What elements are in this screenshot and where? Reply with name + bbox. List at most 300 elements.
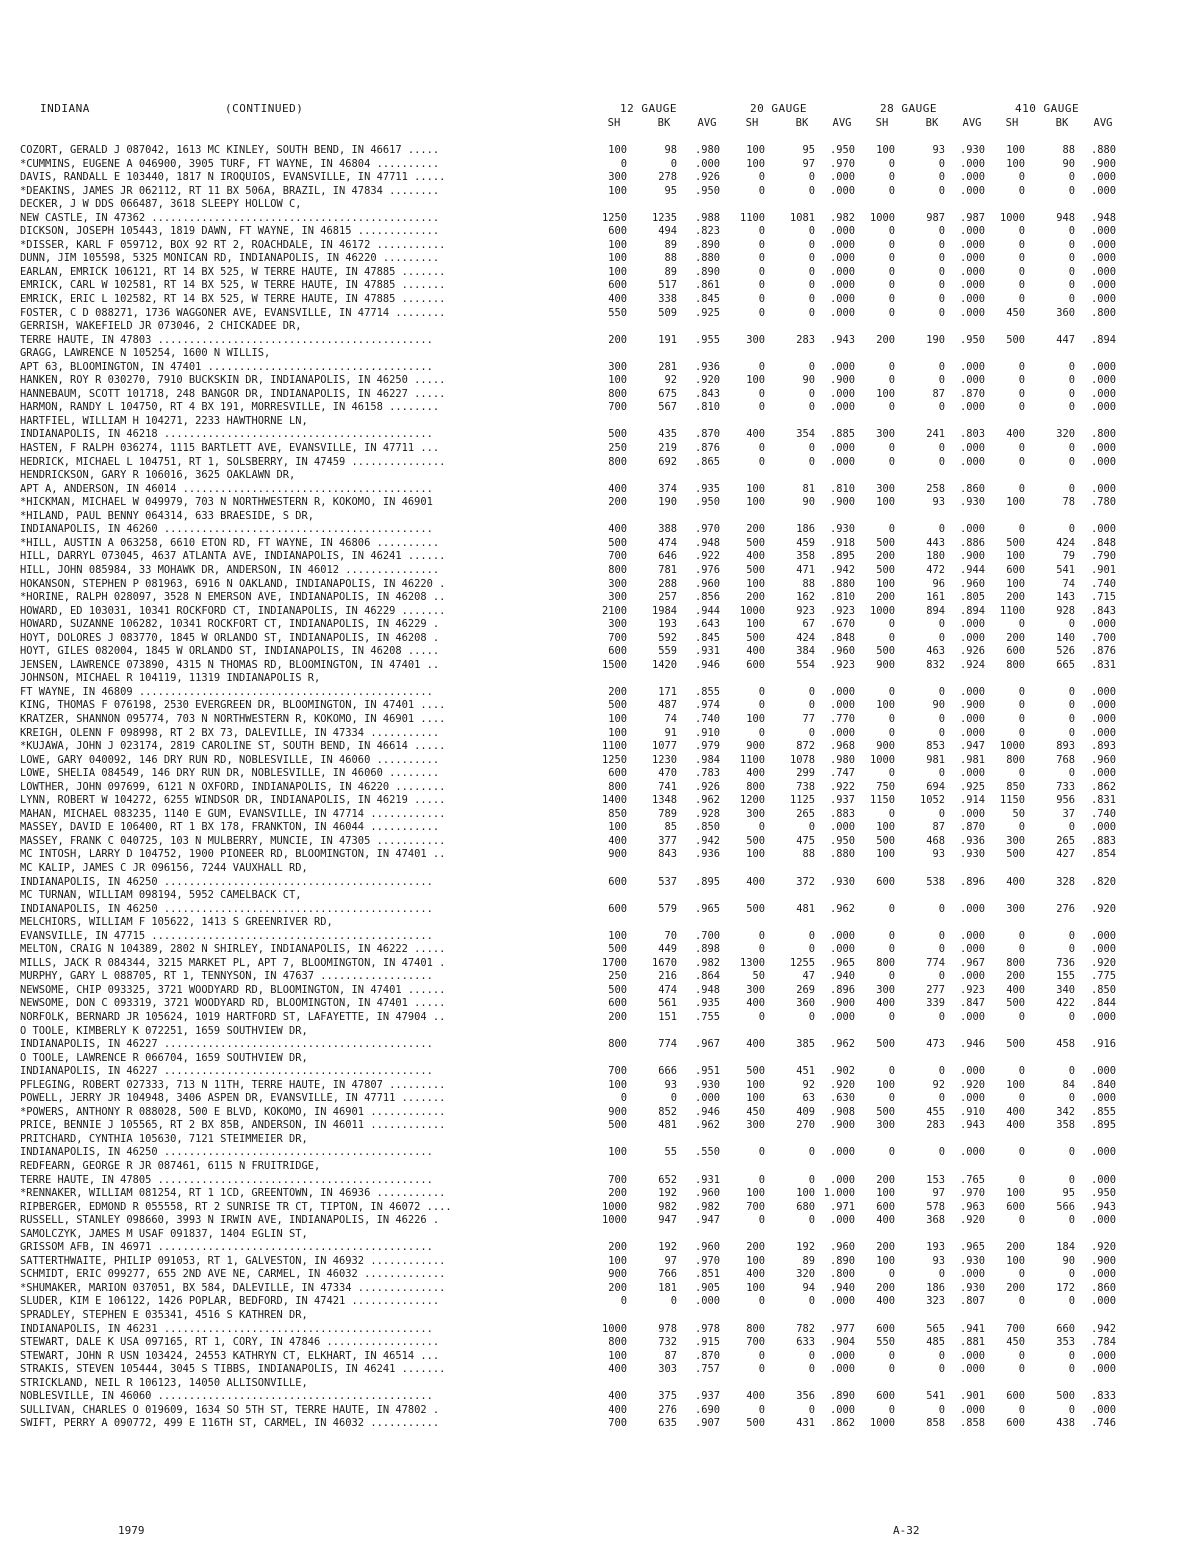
bk-value: 481 — [658, 1119, 677, 1132]
avg-value: .845 — [694, 631, 720, 644]
table-row — [20, 266, 1180, 280]
avg-value: .946 — [694, 658, 720, 671]
table-row — [20, 659, 1180, 673]
avg-value: .000 — [959, 225, 985, 238]
shooter-entry: HILL, DARRYL 073045, 4637 ATLANTA AVE, INDIANAPOLIS, IN 46241 ...... — [20, 550, 446, 563]
sh-value: 900 — [608, 1105, 627, 1118]
bk-value: 0 — [808, 1214, 815, 1227]
shooter-entry: KRATZER, SHANNON 095774, 703 N NORTHWESTERN R, KOKOMO, IN 46901 .... — [20, 712, 446, 725]
avg-value: .854 — [1090, 848, 1116, 861]
bk-value: 579 — [658, 902, 677, 915]
table-row — [20, 1268, 1180, 1282]
sh-value: 0 — [888, 360, 895, 373]
shooter-entry: HENDRICKSON, GARY R 106016, 3625 OAKLAWN DR, — [20, 469, 296, 482]
bk-value: 526 — [1056, 645, 1075, 658]
bk-value: 471 — [796, 563, 815, 576]
avg-value: .898 — [694, 943, 720, 956]
avg-value: .000 — [959, 970, 985, 983]
bk-value: 277 — [926, 983, 945, 996]
shooter-entry: GERRISH, WAKEFIELD JR 073046, 2 CHICKADEE DR, — [20, 320, 302, 333]
bk-value: 692 — [658, 455, 677, 468]
table-row — [20, 1295, 1180, 1309]
bk-value: 0 — [808, 699, 815, 712]
sh-value: 100 — [1006, 577, 1025, 590]
sh-value: 900 — [876, 740, 895, 753]
table-row — [20, 239, 1180, 253]
table-row — [20, 1174, 1180, 1188]
sh-value: 800 — [608, 455, 627, 468]
avg-value: .000 — [959, 442, 985, 455]
shooter-entry: MC INTOSH, LARRY D 104752, 1900 PIONEER RD, BLOOMINGTON, IN 47401 .. — [20, 848, 446, 861]
bk-value: 459 — [796, 536, 815, 549]
avg-value: .780 — [1090, 496, 1116, 509]
sh-value: 0 — [888, 1146, 895, 1159]
sh-value: 0 — [888, 970, 895, 983]
shooter-entry: HOKANSON, STEPHEN P 081963, 6916 N OAKLAND, INDIANAPOLIS, IN 46220 . — [20, 577, 446, 590]
bk-value: 431 — [796, 1417, 815, 1430]
avg-value: .855 — [1090, 1105, 1116, 1118]
sh-value: 200 — [608, 496, 627, 509]
avg-value: .000 — [1090, 767, 1116, 780]
sh-value: 100 — [876, 144, 895, 156]
shooter-entry: DECKER, J W DDS 066487, 3618 SLEEPY HOLLOW C, — [20, 198, 302, 211]
sh-value: 0 — [758, 1214, 765, 1227]
bk-value: 181 — [658, 1281, 677, 1294]
sh-value: 800 — [876, 956, 895, 969]
bk-value: 360 — [796, 997, 815, 1010]
shooter-entry: INDIANAPOLIS, IN 46227 ........................................... — [20, 1038, 433, 1051]
avg-value: .980 — [694, 144, 720, 156]
avg-value: .950 — [829, 834, 855, 847]
bk-value: 455 — [926, 1105, 945, 1118]
avg-value: .920 — [959, 1078, 985, 1091]
sh-value: 500 — [746, 1417, 765, 1430]
avg-value: .000 — [1090, 1214, 1116, 1227]
bk-value: 265 — [1056, 834, 1075, 847]
bk-value: 0 — [938, 171, 945, 184]
shooter-entry: NEWSOME, DON C 093319, 3721 WOODYARD RD, BLOOMINGTON, IN 47401 ..... — [20, 997, 446, 1010]
bk-value: 781 — [658, 563, 677, 576]
shooter-entry: *KUJAWA, JOHN J 023174, 2819 CAROLINE ST, SOUTH BEND, IN 46614 ..... — [20, 740, 446, 753]
sh-value: 100 — [746, 1092, 765, 1105]
avg-value: .000 — [1090, 1403, 1116, 1416]
avg-value: .943 — [829, 333, 855, 346]
avg-value: .000 — [829, 929, 855, 942]
shooter-entry: HASTEN, F RALPH 036274, 1115 BARTLETT AVE, EVANSVILLE, IN 47711 ... — [20, 442, 440, 455]
bk-value: 0 — [938, 618, 945, 631]
bk-value: 162 — [796, 591, 815, 604]
shooter-entry: JOHNSON, MICHAEL R 104119, 11319 INDIANAPOLIS R, — [20, 672, 321, 685]
avg-value: .862 — [1090, 780, 1116, 793]
column-header-bk: BK — [925, 117, 939, 129]
sh-value: 400 — [746, 997, 765, 1010]
avg-value: .930 — [829, 875, 855, 888]
avg-value: .000 — [829, 171, 855, 184]
sh-value: 200 — [746, 591, 765, 604]
sh-value: 600 — [1006, 1200, 1025, 1213]
avg-value: .000 — [959, 1146, 985, 1159]
sh-value: 0 — [758, 455, 765, 468]
sh-value: 450 — [746, 1105, 765, 1118]
shooter-entry: PRITCHARD, CYNTHIA 105630, 7121 STEIMMEIER DR, — [20, 1132, 308, 1145]
avg-value: .930 — [959, 144, 985, 156]
avg-value: .000 — [829, 1173, 855, 1186]
sh-value: 0 — [1018, 265, 1025, 278]
shooter-entry: LOWE, SHELIA 084549, 146 DRY RUN DR, NOBLESVILLE, IN 46060 ........ — [20, 767, 440, 780]
bk-value: 93 — [932, 496, 945, 509]
table-row — [20, 903, 1180, 917]
avg-value: .000 — [694, 157, 720, 170]
table-row — [20, 1065, 1180, 1079]
sh-value: 500 — [1006, 997, 1025, 1010]
sh-value: 0 — [1018, 1214, 1025, 1227]
bk-value: 978 — [658, 1322, 677, 1335]
sh-value: 700 — [608, 631, 627, 644]
bk-value: 320 — [1056, 428, 1075, 441]
table-row — [20, 144, 1180, 158]
sh-value: 0 — [1018, 1011, 1025, 1023]
bk-value: 368 — [926, 1214, 945, 1227]
bk-value: 78 — [1062, 496, 1075, 509]
avg-value: .643 — [694, 618, 720, 631]
bk-value: 276 — [658, 1403, 677, 1416]
avg-value: .883 — [1090, 834, 1116, 847]
sh-value: 0 — [758, 265, 765, 278]
sh-value: 0 — [888, 1403, 895, 1416]
avg-value: .930 — [959, 1254, 985, 1267]
sh-value: 100 — [746, 848, 765, 861]
avg-value: .000 — [959, 618, 985, 631]
bk-value: 81 — [802, 482, 815, 495]
shooter-entry: MAHAN, MICHAEL 083235, 1140 E GUM, EVANSVILLE, IN 47714 ............ — [20, 807, 446, 820]
sh-value: 200 — [876, 1173, 895, 1186]
shooter-entry: DICKSON, JOSEPH 105443, 1819 DAWN, FT WAYNE, IN 46815 ............. — [20, 225, 440, 238]
sh-value: 100 — [746, 1281, 765, 1294]
column-header-sh: SH — [875, 117, 889, 129]
avg-value: .916 — [1090, 1038, 1116, 1051]
bk-value: 276 — [1056, 902, 1075, 915]
avg-value: .881 — [959, 1336, 985, 1349]
bk-value: 0 — [1068, 685, 1075, 698]
bk-value: 0 — [938, 767, 945, 780]
bk-value: 0 — [1068, 699, 1075, 712]
bk-value: 299 — [796, 767, 815, 780]
sh-value: 300 — [1006, 902, 1025, 915]
sh-value: 200 — [608, 1011, 627, 1023]
avg-value: .922 — [694, 550, 720, 563]
shooter-entry: FT WAYNE, IN 46809 ............................................... — [20, 685, 433, 698]
bk-value: 694 — [926, 780, 945, 793]
avg-value: .968 — [829, 740, 855, 753]
sh-value: 100 — [746, 618, 765, 631]
bk-value: 0 — [808, 1403, 815, 1416]
sh-value: 0 — [1018, 1146, 1025, 1159]
sh-value: 100 — [1006, 1254, 1025, 1267]
avg-value: .000 — [829, 252, 855, 265]
avg-value: .960 — [829, 1241, 855, 1254]
shooter-entry: REDFEARN, GEORGE R JR 087461, 6115 N FRUITRIDGE, — [20, 1160, 321, 1173]
sh-value: 0 — [1018, 442, 1025, 455]
shooter-entry: MC TURNAN, WILLIAM 098194, 5952 CAMELBACK CT, — [20, 889, 302, 902]
bk-value: 566 — [1056, 1200, 1075, 1213]
shooter-entry: DUNN, JIM 105598, 5325 MONICAN RD, INDIANAPOLIS, IN 46220 ......... — [20, 252, 440, 265]
sh-value: 500 — [1006, 333, 1025, 346]
sh-value: 1000 — [869, 1417, 895, 1430]
avg-value: .000 — [829, 1214, 855, 1227]
sh-value: 550 — [608, 306, 627, 319]
sh-value: 0 — [1018, 618, 1025, 631]
avg-value: .860 — [959, 482, 985, 495]
sh-value: 0 — [1018, 1363, 1025, 1376]
avg-value: .000 — [829, 1295, 855, 1308]
avg-value: .947 — [694, 1214, 720, 1227]
table-row — [20, 1228, 1180, 1242]
avg-value: .000 — [959, 685, 985, 698]
avg-value: .920 — [1090, 1241, 1116, 1254]
avg-value: .943 — [1090, 1200, 1116, 1213]
bk-value: 93 — [664, 1078, 677, 1091]
avg-value: .930 — [959, 496, 985, 509]
sh-value: 400 — [1006, 1105, 1025, 1118]
bk-value: 0 — [1068, 482, 1075, 495]
bk-value: 1348 — [651, 794, 677, 807]
avg-value: .740 — [694, 712, 720, 725]
continued-label: (CONTINUED) — [225, 102, 304, 115]
bk-value: 140 — [1056, 631, 1075, 644]
bk-value: 537 — [658, 875, 677, 888]
sh-value: 200 — [876, 550, 895, 563]
sh-value: 0 — [1018, 523, 1025, 536]
avg-value: .700 — [1090, 631, 1116, 644]
sh-value: 600 — [1006, 645, 1025, 658]
sh-value: 400 — [746, 1038, 765, 1051]
shooter-entry: SPRADLEY, STEPHEN E 035341, 4516 S KATHREN DR, — [20, 1309, 308, 1322]
avg-value: .000 — [829, 225, 855, 238]
bk-value: 1420 — [651, 658, 677, 671]
avg-value: .000 — [1090, 1146, 1116, 1159]
table-row — [20, 1309, 1180, 1323]
sh-value: 0 — [758, 238, 765, 251]
sh-value: 500 — [608, 943, 627, 956]
avg-value: .910 — [694, 726, 720, 739]
bk-value: 88 — [664, 252, 677, 265]
sh-value: 500 — [876, 1038, 895, 1051]
sh-value: 500 — [746, 631, 765, 644]
table-row — [20, 1255, 1180, 1269]
sh-value: 450 — [1006, 306, 1025, 319]
sh-value: 1100 — [739, 211, 765, 224]
table-row — [20, 442, 1180, 456]
bk-value: 0 — [938, 1092, 945, 1105]
sh-value: 800 — [608, 1336, 627, 1349]
bk-value: 0 — [938, 807, 945, 820]
bk-value: 93 — [932, 1254, 945, 1267]
sh-value: 0 — [888, 374, 895, 387]
table-row — [20, 794, 1180, 808]
shooter-entry: INDIANAPOLIS, IN 46250 ........................................... — [20, 875, 433, 888]
sh-value: 0 — [1018, 1268, 1025, 1281]
shooter-entry: HARTFIEL, WILLIAM H 104271, 2233 HAWTHORNE LN, — [20, 414, 308, 427]
avg-value: .946 — [694, 1105, 720, 1118]
bk-value: 77 — [802, 712, 815, 725]
bk-value: 853 — [926, 740, 945, 753]
sh-value: 400 — [1006, 428, 1025, 441]
avg-value: .864 — [694, 970, 720, 983]
table-row — [20, 1187, 1180, 1201]
sh-value: 0 — [888, 184, 895, 197]
sh-value: 1250 — [601, 211, 627, 224]
avg-value: .935 — [694, 997, 720, 1010]
sh-value: 300 — [876, 1119, 895, 1132]
avg-value: .770 — [829, 712, 855, 725]
bk-value: 377 — [658, 834, 677, 847]
sh-value: 0 — [888, 767, 895, 780]
sh-value: 0 — [1018, 1173, 1025, 1186]
bk-value: 74 — [664, 712, 677, 725]
shooter-entry: MASSEY, FRANK C 040725, 103 N MULBERRY, MUNCIE, IN 47305 ........... — [20, 834, 446, 847]
bk-value: 84 — [1062, 1078, 1075, 1091]
table-row — [20, 970, 1180, 984]
sh-value: 500 — [876, 563, 895, 576]
sh-value: 0 — [888, 238, 895, 251]
column-header-bk: BK — [657, 117, 671, 129]
table-row — [20, 578, 1180, 592]
avg-value: .000 — [829, 401, 855, 414]
table-row — [20, 808, 1180, 822]
bk-value: 151 — [658, 1011, 677, 1023]
bk-value: 342 — [1056, 1105, 1075, 1118]
sh-value: 50 — [752, 970, 765, 983]
shooter-entry: HARMON, RANDY L 104750, RT 4 BX 191, MORRESVILLE, IN 46158 ........ — [20, 401, 440, 414]
table-row — [20, 550, 1180, 564]
avg-value: .000 — [829, 1146, 855, 1159]
avg-value: .848 — [829, 631, 855, 644]
bk-value: 0 — [1068, 1146, 1075, 1159]
bk-value: 0 — [1068, 523, 1075, 536]
shooter-entry: TERRE HAUTE, IN 47805 ............................................ — [20, 1173, 433, 1186]
sh-value: 0 — [888, 712, 895, 725]
avg-value: .000 — [829, 265, 855, 278]
table-row — [20, 754, 1180, 768]
avg-value: .926 — [694, 780, 720, 793]
avg-value: .890 — [694, 238, 720, 251]
table-row — [20, 591, 1180, 605]
avg-value: .000 — [829, 699, 855, 712]
sh-value: 200 — [876, 1241, 895, 1254]
bk-value: 0 — [808, 442, 815, 455]
bk-value: 666 — [658, 1065, 677, 1078]
bk-value: 1230 — [651, 753, 677, 766]
shooter-entry: MURPHY, GARY L 088705, RT 1, TENNYSON, IN 47637 .................. — [20, 970, 433, 983]
avg-value: .000 — [1090, 821, 1116, 834]
avg-value: .000 — [1090, 374, 1116, 387]
bk-value: 928 — [1056, 604, 1075, 617]
sh-value: 600 — [608, 225, 627, 238]
avg-value: .900 — [829, 997, 855, 1010]
sh-value: 0 — [1018, 943, 1025, 956]
avg-value: .850 — [1090, 983, 1116, 996]
table-row — [20, 483, 1180, 497]
avg-value: .950 — [959, 333, 985, 346]
avg-value: .000 — [959, 252, 985, 265]
table-row — [20, 957, 1180, 971]
bk-value: 981 — [926, 753, 945, 766]
bk-value: 559 — [658, 645, 677, 658]
avg-value: .981 — [959, 753, 985, 766]
sh-value: 500 — [746, 536, 765, 549]
sh-value: 100 — [1006, 1187, 1025, 1200]
bk-value: 153 — [926, 1173, 945, 1186]
avg-value: .894 — [1090, 333, 1116, 346]
avg-value: .930 — [829, 523, 855, 536]
avg-value: .000 — [829, 1011, 855, 1023]
shooter-entry: LOWTHER, JOHN 097699, 6121 N OXFORD, INDIANAPOLIS, IN 46220 ........ — [20, 780, 446, 793]
avg-value: .000 — [959, 279, 985, 292]
avg-value: .847 — [959, 997, 985, 1010]
avg-value: .960 — [959, 577, 985, 590]
avg-value: .775 — [1090, 970, 1116, 983]
sh-value: 400 — [608, 523, 627, 536]
table-row — [20, 469, 1180, 483]
sh-value: 0 — [758, 1349, 765, 1362]
avg-value: .922 — [829, 780, 855, 793]
sh-value: 400 — [746, 767, 765, 780]
avg-value: .960 — [694, 1241, 720, 1254]
bk-value: 858 — [926, 1417, 945, 1430]
sh-value: 0 — [758, 252, 765, 265]
bk-value: 782 — [796, 1322, 815, 1335]
bk-value: 79 — [1062, 550, 1075, 563]
bk-value: 766 — [658, 1268, 677, 1281]
avg-value: .000 — [1090, 712, 1116, 725]
bk-value: 92 — [664, 374, 677, 387]
avg-value: .000 — [1090, 726, 1116, 739]
bk-value: 852 — [658, 1105, 677, 1118]
avg-value: .860 — [1090, 1281, 1116, 1294]
avg-value: .886 — [959, 536, 985, 549]
sh-value: 500 — [876, 536, 895, 549]
bk-value: 90 — [802, 374, 815, 387]
bk-value: 90 — [802, 496, 815, 509]
avg-value: .963 — [959, 1200, 985, 1213]
avg-value: .000 — [959, 767, 985, 780]
avg-value: .925 — [694, 306, 720, 319]
bk-value: 258 — [926, 482, 945, 495]
bk-value: 89 — [664, 238, 677, 251]
sh-value: 200 — [876, 1281, 895, 1294]
avg-value: .630 — [829, 1092, 855, 1105]
shooter-entry: HOYT, DOLORES J 083770, 1845 W ORLANDO ST, INDIANAPOLIS, IN 46208 . — [20, 631, 440, 644]
table-row — [20, 1052, 1180, 1066]
avg-value: .900 — [829, 374, 855, 387]
avg-value: .000 — [829, 360, 855, 373]
bk-value: 1255 — [789, 956, 815, 969]
avg-value: .715 — [1090, 591, 1116, 604]
avg-value: .000 — [1090, 1363, 1116, 1376]
column-header-sh: SH — [745, 117, 759, 129]
sh-value: 700 — [608, 550, 627, 563]
avg-value: .970 — [694, 1254, 720, 1267]
sh-value: 0 — [1018, 929, 1025, 942]
bk-value: 353 — [1056, 1336, 1075, 1349]
sh-value: 100 — [876, 1078, 895, 1091]
sh-value: 400 — [746, 645, 765, 658]
avg-value: .923 — [829, 658, 855, 671]
bk-value: 0 — [938, 1268, 945, 1281]
shooter-entry: PRICE, BENNIE J 105565, RT 2 BX 85B, ANDERSON, IN 46011 ............ — [20, 1119, 446, 1132]
avg-value: .870 — [694, 428, 720, 441]
avg-value: .896 — [829, 983, 855, 996]
